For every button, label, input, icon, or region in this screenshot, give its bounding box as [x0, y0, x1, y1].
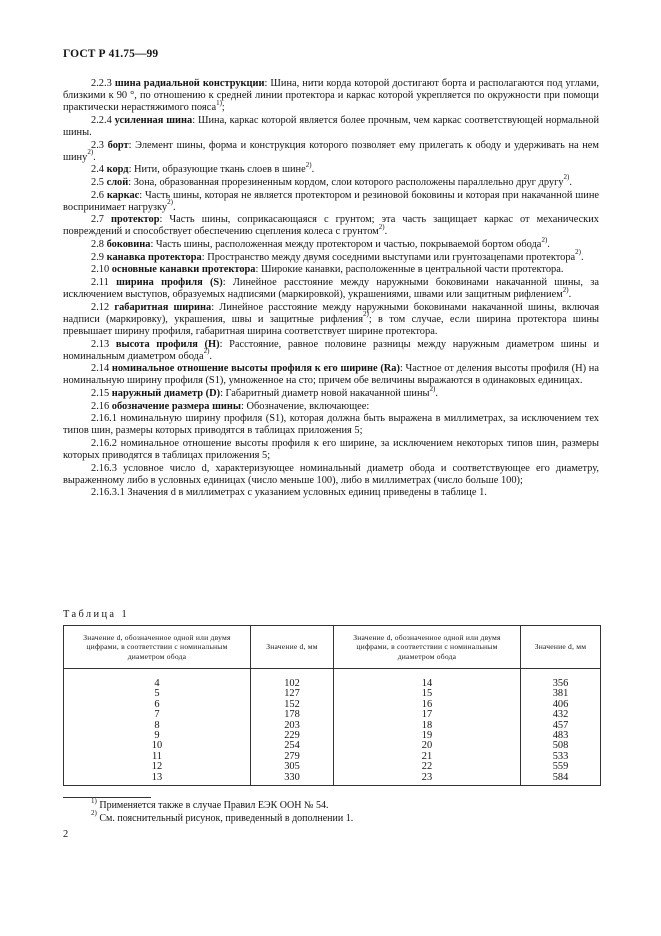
term: ширина профиля (S) [116, 276, 223, 288]
definition-text: Значения d в миллиметрах с указанием условных единиц приведены в таблице 1. [127, 487, 487, 499]
table-row [64, 773, 601, 786]
table-cell: 127 [251, 689, 334, 699]
table-row [64, 721, 601, 731]
table-cell: 23 [334, 773, 521, 786]
footnote-ref: 2) [562, 285, 569, 294]
definition-tail: ; [221, 102, 225, 114]
table-cell: 21 [334, 752, 521, 762]
paragraph [63, 277, 599, 301]
clause-number: 2.7 [91, 214, 104, 226]
definition-text: : Пространство между двумя соседними выступами или грунтозацепами протектора [201, 251, 576, 263]
clause-number: 2.4 [91, 164, 104, 176]
table-cell: 15 [334, 689, 521, 699]
table-cell: 559 [521, 762, 601, 772]
paragraph [63, 487, 599, 499]
table-row [64, 710, 601, 720]
table-cell: 508 [521, 741, 601, 751]
footnote-ref: 2) [167, 198, 173, 207]
paragraph [63, 363, 599, 387]
table-cell: 10 [64, 741, 251, 751]
table-cell: 4 [64, 669, 251, 690]
table-cell: 330 [251, 773, 334, 786]
table-cell: 19 [334, 731, 521, 741]
paragraph [63, 302, 599, 338]
definition-text: : Линейное расстояние между наружными боковинами накачанной шины, за исключением выступов, образуемых надписями (маркировкой), украшениями, швами или защитным рифлением [63, 276, 599, 301]
table-cell: 584 [521, 773, 601, 786]
clause-number: 2.16.3 [91, 462, 117, 474]
footnote-ref: 2) [541, 235, 548, 244]
table-header-cell: Значение d, обозначенное одной или двумя цифрами, в соответствии с номинальным диаметром обода [64, 626, 251, 669]
definition-tail: . [384, 226, 388, 238]
term: высота профиля (H) [115, 338, 220, 350]
table-header-cell: Значение d, мм [521, 626, 601, 669]
definition-text: : Шина, каркас которой является более прочным, чем каркас соответствующей нормальной шины. [63, 114, 599, 138]
term: слой [106, 176, 129, 188]
definition-tail: . [568, 289, 572, 301]
footnote-ref: 2) [363, 310, 369, 319]
paragraph [63, 140, 599, 164]
table-cell: 483 [521, 731, 601, 741]
table-header-cell: Значение d, мм [251, 626, 334, 669]
term: усиленная шина [114, 114, 193, 126]
table-row [64, 741, 601, 751]
table-cell: 533 [521, 752, 601, 762]
footnote [91, 809, 354, 826]
clause-number: 2.16.2 [91, 438, 117, 450]
table-cell: 6 [64, 700, 251, 710]
table-cell: 152 [251, 700, 334, 710]
table-header-row [64, 626, 601, 669]
footnote-ref: 2) [429, 384, 436, 393]
paragraph [63, 438, 599, 462]
definition-text: : Нити, образующие ткань слоев в шине [128, 164, 306, 176]
paragraph [63, 78, 599, 114]
definition-text: номинальную ширину профиля (S1), которая должна быть выражена в миллиметрах, за исключением тех типов шин, размеры которых приводятся в таблицах приложения 5; [63, 413, 599, 437]
table-cell: 22 [334, 762, 521, 772]
definition-tail: . [435, 388, 438, 399]
definition-tail: ; в том случае, если ширина протектора шины превышает ширину профиля, габаритная ширина соответствует ширине протектора. [63, 313, 599, 337]
definition-text: : Шина, нити корда которой достигают борта и располагаются под углами, близкими к 90 °, по отношению к средней линии протектора и каркас которой укрепляется по окружности при помощи практически нерастяжимого пояса [63, 78, 600, 114]
table-row [64, 762, 601, 772]
footnote-mark: 1) [91, 796, 97, 805]
table-cell: 102 [251, 669, 334, 690]
table-cell: 203 [251, 721, 334, 731]
paragraph [63, 463, 599, 487]
term: номинальное отношение высоты профиля к его ширине (Ra) [111, 363, 400, 375]
footnote-ref: 2) [305, 160, 312, 169]
table-row [64, 700, 601, 710]
definition-text: : Габаритный диаметр новой накачанной шины [220, 388, 430, 399]
table-row [64, 689, 601, 699]
table-cell: 356 [521, 669, 601, 690]
term: канавка протектора [106, 251, 202, 263]
definition-text: : Элемент шины, форма и конструкция которого позволяет ему прилегать к ободу и удерживать на нем шину [63, 139, 599, 163]
term: борт [107, 139, 129, 151]
table-cell: 7 [64, 710, 251, 720]
definition-text: : Часть шины, расположенная между протектором и частью, покрываемой бортом обода [150, 239, 542, 251]
paragraph [63, 160, 599, 176]
clause-number: 2.11 [91, 276, 109, 288]
definition-tail: . [569, 176, 572, 188]
table-cell: 457 [521, 721, 601, 731]
clause-number: 2.12 [91, 301, 110, 313]
table-header-cell: Значение d, обозначенное одной или двумя цифрами, в соответствии с номинальным диаметром обода [334, 626, 521, 669]
table-cell: 18 [334, 721, 521, 731]
definition-text: : Часть шины, соприкасающаяся с грунтом; эта часть защищает каркас от механических повреждений и способствует обеспечению сцепления колеса с грунтом [63, 214, 599, 238]
table-cell: 381 [521, 689, 601, 699]
paragraph [63, 214, 599, 238]
table-cell: 8 [64, 721, 251, 731]
footnote-ref: 1) [216, 98, 222, 107]
definition-text: : Расстояние, равное половине разницы между наружным диаметром шины и номинальным диаметром обода [63, 338, 599, 362]
clause-number: 2.10 [91, 264, 110, 276]
table-cell: 9 [64, 731, 251, 741]
rim-diameter-table [63, 625, 601, 786]
table-cell: 406 [521, 700, 601, 710]
footnote-ref: 2) [87, 148, 94, 157]
table-cell: 17 [334, 710, 521, 720]
footnote-ref: 2) [563, 173, 570, 182]
table-cell: 20 [334, 741, 521, 751]
definition-text: номинальное отношение высоты профиля к его ширине, за исключением некоторых типов шин, размеры которых приводятся в таблицах приложения 5; [63, 438, 599, 462]
body-text [63, 78, 599, 500]
table-cell: 14 [334, 669, 521, 690]
paragraph [63, 339, 599, 363]
term: протектор [111, 214, 160, 226]
footnote [91, 796, 353, 813]
term: обозначение размера шины [111, 400, 241, 412]
paragraph [63, 384, 599, 400]
paragraph [63, 401, 599, 413]
page-header: ГОСТ Р 41.75—99 [63, 48, 159, 60]
definition-text: условное число d, характеризующее номинальный диаметр обода и соответствующее его диаметру, выраженному либо в условных единицах (число меньше 100), либо в миллиметрах (число больше 100); [63, 462, 599, 486]
clause-number: 2.2.3 [91, 78, 112, 89]
clause-number: 2.16.3.1 [91, 487, 125, 499]
table-cell: 12 [64, 762, 251, 772]
paragraph [63, 248, 599, 264]
footnote-ref: 2) [203, 347, 210, 356]
clause-number: 2.6 [91, 189, 104, 201]
term: основные канавки протектора [111, 264, 256, 276]
term: боковина [106, 239, 151, 251]
clause-number: 2.2.4 [91, 114, 112, 126]
table-cell: 279 [251, 752, 334, 762]
definition-tail: . [311, 164, 315, 176]
definition-text: : Линейное расстояние между наружными боковинами накачанной шины, включая надписи (маркировку), украшения, швы и защитные рифления [63, 301, 599, 325]
table-title: Таблица 1 [63, 609, 130, 620]
definition-text: : Зона, образованная прорезиненным кордом, слои которого расположены параллельно друг другу [128, 176, 564, 188]
table-cell: 432 [521, 710, 601, 720]
page-number: 2 [63, 829, 69, 840]
table-row [64, 731, 601, 741]
footnote-text: См. пояснительный рисунок, приведенный в дополнении 1. [99, 812, 354, 824]
footnote-ref: 2) [378, 222, 385, 231]
table-cell: 305 [251, 762, 334, 772]
footnote-text: Применяется также в случае Правил ЕЭК ООН № 54. [99, 800, 329, 811]
table-cell: 5 [64, 689, 251, 699]
definition-text: : Часть шины, которая не является протектором и резиновой боковины и которая при накачанной шине воспринимает нагрузку [63, 189, 599, 213]
paragraph [63, 264, 599, 276]
clause-number: 2.16.1 [91, 413, 117, 425]
clause-number: 2.3 [91, 139, 104, 151]
definition-tail: . [581, 251, 584, 263]
table-cell: 178 [251, 710, 334, 720]
clause-number: 2.16 [91, 400, 110, 412]
term: каркас [106, 189, 140, 201]
footnote-ref: 2) [575, 248, 582, 257]
definition-text: : Обозначение, включающее: [240, 400, 370, 412]
paragraph [63, 413, 599, 437]
paragraph [63, 235, 599, 251]
definition-tail: . [209, 350, 213, 362]
clause-number: 2.15 [91, 388, 110, 399]
paragraph [63, 115, 599, 139]
definition-tail: . [172, 201, 176, 213]
clause-number: 2.13 [91, 338, 110, 350]
table-cell: 13 [64, 773, 251, 786]
clause-number: 2.5 [91, 176, 104, 188]
clause-number: 2.14 [91, 363, 110, 375]
table-cell: 254 [251, 741, 334, 751]
table-cell: 16 [334, 700, 521, 710]
table-cell: 11 [64, 752, 251, 762]
clause-number: 2.8 [91, 239, 104, 251]
footnotes [91, 796, 354, 825]
footnote-rule [63, 797, 151, 798]
footnote-mark: 2) [91, 809, 97, 818]
table-cell: 229 [251, 731, 334, 741]
clause-number: 2.9 [91, 251, 104, 263]
term: шина радиальной конструкции [114, 78, 265, 89]
table-row [64, 669, 601, 690]
definition-text: : Частное от деления высоты профиля (H) на номинальную ширину профиля (S1), умноженное на сто; причем обе величины выражаются в одинаковых единицах. [63, 363, 599, 387]
term: корд [106, 164, 129, 176]
term: наружный диаметр (D) [111, 388, 221, 399]
term: габаритная ширина [114, 301, 212, 313]
paragraph [63, 190, 599, 214]
paragraph [63, 173, 599, 189]
table-row [64, 752, 601, 762]
definition-text: : Широкие канавки, расположенные в центральной части протектора. [255, 264, 564, 276]
definition-tail: . [93, 151, 96, 163]
definition-tail: . [547, 239, 550, 251]
